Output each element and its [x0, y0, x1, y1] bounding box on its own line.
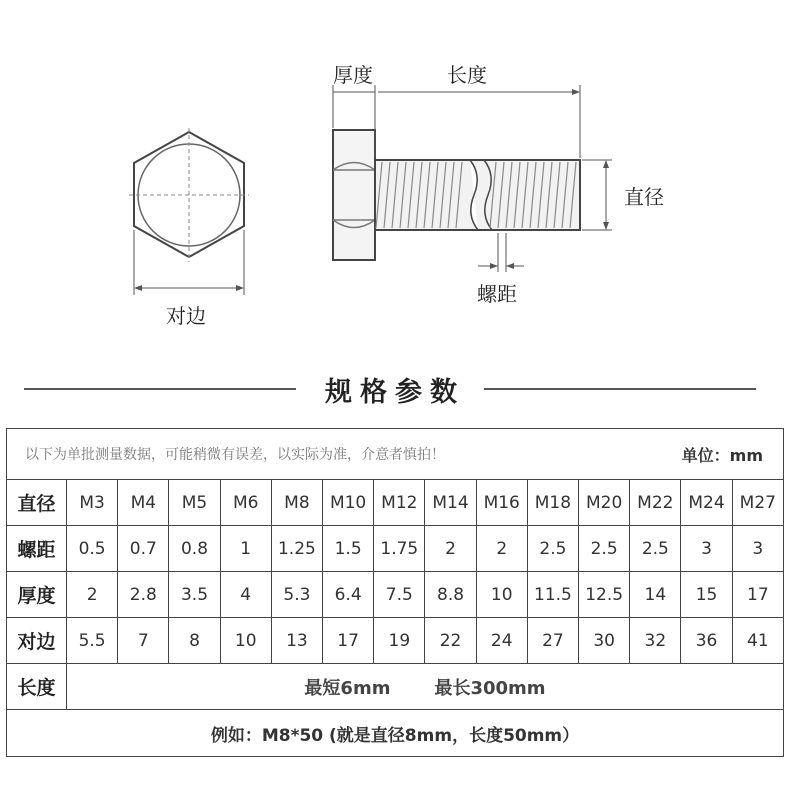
table-cell: 2: [425, 526, 476, 572]
table-cell: 27: [527, 618, 578, 664]
across-flats-label: 对边: [166, 304, 206, 328]
table-row: [7, 480, 784, 526]
table-cell: 30: [579, 618, 630, 664]
table-cell: M14: [425, 480, 476, 526]
bolt-drawing: [0, 0, 790, 360]
table-cell: 0.8: [169, 526, 220, 572]
table-cell: M10: [323, 480, 374, 526]
table-cell: 2.5: [630, 526, 681, 572]
table-cell: 2.8: [118, 572, 169, 618]
table-cell: 1: [220, 526, 271, 572]
table-cell: 14: [630, 572, 681, 618]
table-cell: 6.4: [323, 572, 374, 618]
example-text: 例如：M8*50 (就是直径8mm，长度50mm）: [7, 710, 784, 757]
spec-table: [6, 428, 784, 757]
row-header: 螺距: [7, 526, 67, 572]
table-cell: 17: [323, 618, 374, 664]
table-cell: 10: [220, 618, 271, 664]
data-rows: [7, 480, 784, 664]
table-cell: M12: [374, 480, 425, 526]
row-header: 对边: [7, 618, 67, 664]
table-cell: M16: [476, 480, 527, 526]
table-cell: 8: [169, 618, 220, 664]
table-row: [7, 572, 784, 618]
table-cell: 4: [220, 572, 271, 618]
thickness-label: 厚度: [333, 63, 373, 87]
table-cell: 0.5: [67, 526, 118, 572]
table-cell: 7: [118, 618, 169, 664]
length-range-cell: [67, 664, 784, 710]
table-cell: 2.5: [527, 526, 578, 572]
table-cell: 24: [476, 618, 527, 664]
table-cell: 2: [476, 526, 527, 572]
bolt-diagram: [0, 0, 790, 360]
table-cell: 13: [271, 618, 322, 664]
unit-label: 单位：mm: [681, 445, 763, 465]
table-cell: 36: [681, 618, 732, 664]
note-row: [7, 429, 784, 480]
table-cell: 5.5: [67, 618, 118, 664]
table-cell: 3: [681, 526, 732, 572]
table-cell: 1.25: [271, 526, 322, 572]
table-cell: 2: [67, 572, 118, 618]
table-cell: 10: [476, 572, 527, 618]
table-cell: M24: [681, 480, 732, 526]
table-cell: M4: [118, 480, 169, 526]
table-cell: 12.5: [579, 572, 630, 618]
length-label: 长度: [447, 63, 487, 87]
table-cell: M8: [271, 480, 322, 526]
section-title: 规格参数: [325, 377, 465, 408]
measurement-note: 以下为单批测量数据，可能稍微有误差，以实际为准，介意者慎拍！: [25, 447, 445, 463]
table-cell: 1.5: [323, 526, 374, 572]
table-cell: 41: [732, 618, 783, 664]
table-cell: 3.5: [169, 572, 220, 618]
length-row: [7, 664, 784, 710]
example-row: [7, 710, 784, 757]
table-cell: 22: [425, 618, 476, 664]
table-cell: 11.5: [527, 572, 578, 618]
table-cell: M18: [527, 480, 578, 526]
title-divider-left: [24, 388, 296, 390]
table-cell: M20: [579, 480, 630, 526]
table-row: [7, 618, 784, 664]
table-row: [7, 526, 784, 572]
table-cell: 3: [732, 526, 783, 572]
table-cell: 17: [732, 572, 783, 618]
table-cell: 7.5: [374, 572, 425, 618]
table-cell: 1.75: [374, 526, 425, 572]
length-min: 最短6mm: [304, 677, 391, 699]
row-header: 长度: [7, 664, 67, 710]
length-max: 最长300mm: [434, 677, 546, 699]
table-cell: 19: [374, 618, 425, 664]
table-cell: M22: [630, 480, 681, 526]
table-cell: M6: [220, 480, 271, 526]
pitch-label: 螺距: [477, 282, 517, 306]
table-cell: 8.8: [425, 572, 476, 618]
table-cell: 32: [630, 618, 681, 664]
table-cell: 0.7: [118, 526, 169, 572]
table-cell: M5: [169, 480, 220, 526]
diameter-label: 直径: [624, 185, 664, 209]
table-cell: M27: [732, 480, 783, 526]
table-cell: M3: [67, 480, 118, 526]
row-header: 直径: [7, 480, 67, 526]
table-cell: 15: [681, 572, 732, 618]
title-divider-right: [484, 388, 756, 390]
table-cell: 2.5: [579, 526, 630, 572]
row-header: 厚度: [7, 572, 67, 618]
note-cell: [7, 429, 784, 480]
table-cell: 5.3: [271, 572, 322, 618]
bolt-head-side: [333, 130, 375, 260]
